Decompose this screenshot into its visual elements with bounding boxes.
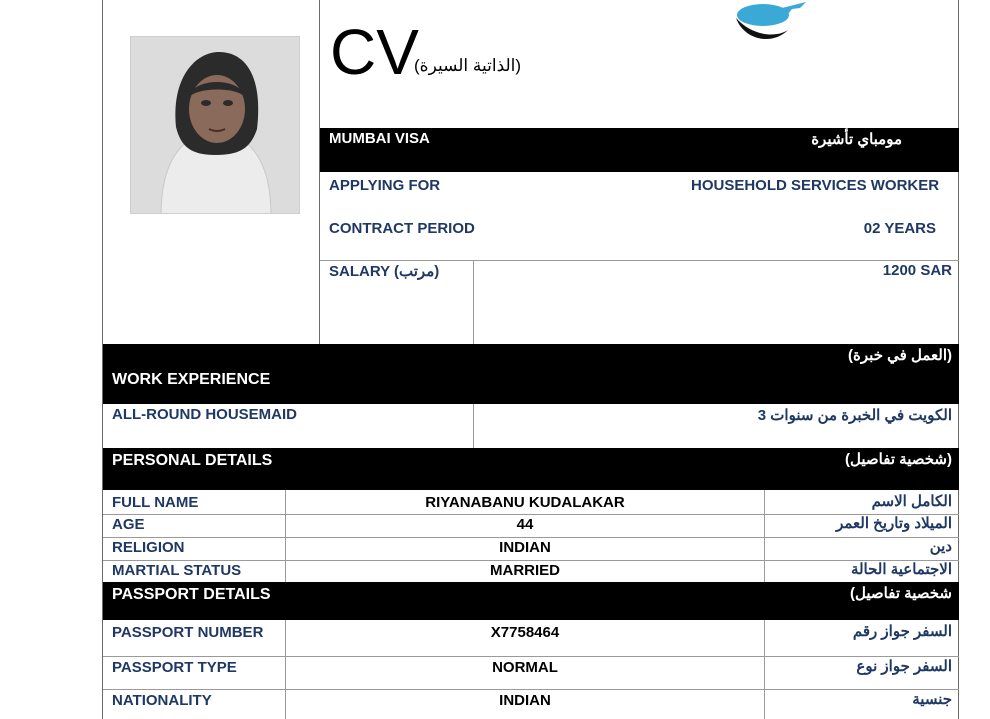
agency-name: MUMBAI VISA — [329, 130, 430, 147]
passport-number-value: X7758464 — [490, 624, 560, 641]
full-name-label: FULL NAME — [112, 494, 199, 511]
personal-rowline-3 — [103, 560, 959, 561]
experience-arabic: الكويت في الخبرة من سنوات 3 — [757, 407, 952, 424]
age-value: 44 — [516, 516, 534, 533]
applicant-photo — [130, 36, 300, 214]
frame-photo-divider — [319, 0, 320, 344]
work-title: WORK EXPERIENCE — [112, 371, 271, 388]
applying-label: APPLYING FOR — [329, 177, 441, 194]
passport-type-value: NORMAL — [492, 659, 558, 676]
salary-label: SALARY (مرتب) — [329, 263, 440, 280]
contract-label: CONTRACT PERIOD — [329, 220, 475, 237]
personal-title: PERSONAL DETAILS — [112, 452, 273, 469]
salary-top-line — [320, 260, 959, 261]
cv-title: CV — [330, 16, 419, 88]
experience-role: ALL-ROUND HOUSEMAID — [112, 406, 297, 423]
passport-rowline-1 — [103, 656, 959, 657]
work-title-arabic: (العمل في خبرة) — [848, 347, 952, 364]
nationality-value: INDIAN — [499, 692, 551, 709]
full-name-value: RIYANABANU KUDALAKAR — [425, 494, 625, 511]
cv-title-arabic: (الذاتية السيرة) — [414, 56, 522, 75]
personal-rowline-2 — [103, 537, 959, 538]
contract-value: 02 YEARS — [863, 220, 936, 237]
passport-type-arabic: السفر جواز نوع — [856, 658, 952, 675]
person-silhouette-icon — [131, 37, 300, 214]
age-arabic: الميلاد وتاريخ العمر — [836, 515, 952, 532]
religion-label: RELIGION — [112, 539, 185, 556]
full-name-arabic: الكامل الاسم — [871, 493, 952, 510]
personal-col2 — [764, 490, 765, 582]
passport-type-label: PASSPORT TYPE — [112, 659, 237, 676]
passport-title: PASSPORT DETAILS — [112, 586, 271, 603]
nationality-arabic: جنسية — [912, 691, 952, 708]
passport-title-arabic: شخصية تفاصيل) — [850, 585, 952, 602]
personal-title-arabic: (شخصية تفاصيل) — [845, 451, 952, 468]
experience-divider — [473, 404, 474, 448]
marital-status-arabic: الاجتماعية الحالة — [850, 561, 952, 578]
passport-col2 — [764, 620, 765, 719]
airplane-globe-logo — [730, 0, 810, 46]
religion-arabic: دين — [929, 538, 952, 555]
salary-divider — [473, 260, 474, 344]
passport-rowline-2 — [103, 689, 959, 690]
passport-number-arabic: السفر جواز رقم — [852, 623, 952, 640]
agency-name-arabic: مومباي تأشيرة — [811, 131, 902, 148]
logo-icon — [730, 0, 810, 46]
salary-value: 1200 SAR — [882, 262, 952, 279]
age-label: AGE — [112, 516, 145, 533]
personal-rowline-1 — [103, 514, 959, 515]
religion-value: INDIAN — [499, 539, 551, 556]
nationality-label: NATIONALITY — [112, 692, 212, 709]
marital-status-value: MARRIED — [490, 562, 560, 579]
applying-value: HOUSEHOLD SERVICES WORKER — [691, 177, 940, 194]
passport-number-label: PASSPORT NUMBER — [112, 624, 264, 641]
marital-status-label: MARTIAL STATUS — [112, 562, 242, 579]
